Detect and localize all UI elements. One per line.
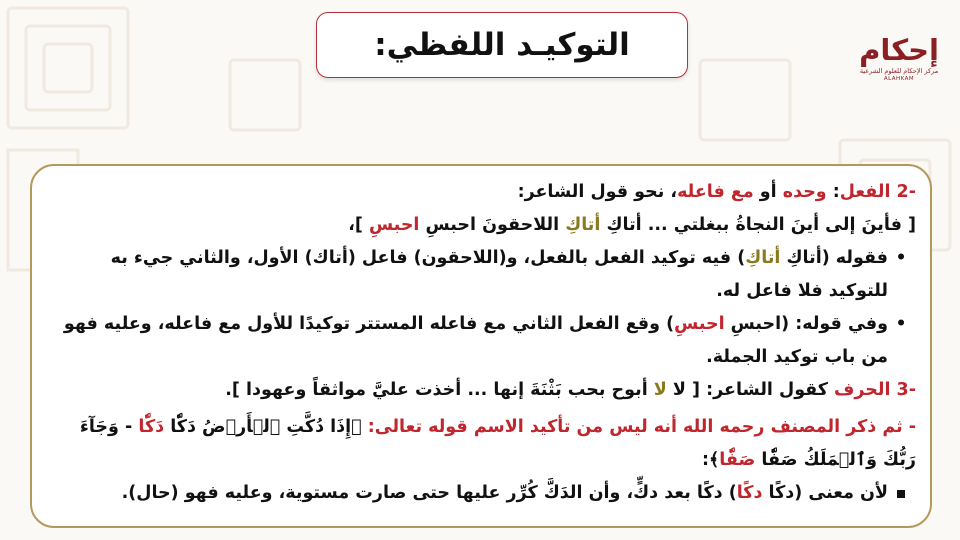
bullet-text-pre: فقوله (أتاكِ <box>780 248 888 268</box>
verse-open: [ فأينَ إلى أينَ النجاةُ ببغلتي ... أتاكِ <box>600 215 916 235</box>
brand-logo <box>848 26 950 100</box>
logo-subtitle: مركز الإحكام للعلوم الشرعية <box>859 67 939 75</box>
section-term: الفعل <box>839 182 891 202</box>
bullet-item <box>46 308 914 374</box>
verse-ihbis: احبسِ <box>368 215 420 235</box>
colon: : <box>826 182 840 202</box>
connector-or: أو <box>753 182 783 202</box>
bullet-text-post: ) وقع الفعل الثاني مع فاعله المستتر توكيدًا للأول مع فاعله، وعليه فهو <box>63 314 675 334</box>
section-number: -3 <box>896 380 916 400</box>
bullet-line-cont: من باب توكيد الجملة. <box>706 347 888 367</box>
heading-rest: ، نحو قول الشاعر: <box>517 182 678 202</box>
term-alone: وحده <box>782 182 827 202</box>
logo-wordmark: إحكام <box>859 33 939 67</box>
quran-verse-part2: رَبُّكَ وَٱلۡمَلَكُ صَفّٗا <box>755 450 916 470</box>
author-note <box>46 411 916 444</box>
quran-verse-close: ﴾: <box>701 450 720 470</box>
particle-highlight-la: لا <box>653 380 667 400</box>
logo-subtitle-small: ALAHKAM <box>883 76 915 82</box>
bullet-line <box>46 477 888 510</box>
verse-atak: أتاكِ <box>565 215 601 235</box>
section-number: -2 <box>896 182 916 202</box>
bullet-text-post: ) فيه توكيد الفعل بالفعل، و(اللاحقون) فاعل (أتاك) الأول، والثاني جيء به <box>110 248 746 268</box>
note-text: ثم ذكر المصنف رحمه الله أنه ليس من تأكيد الاسم قوله تعالى: <box>367 417 903 437</box>
term-with-subject: مع فاعله <box>677 182 754 202</box>
bullet-highlight-atak: أتاكِ <box>745 248 781 268</box>
particle-text-post: أبوح بحب بَثْنَةَ إنها ... أخذت عليَّ مواثقاً وعهودا ]. <box>225 380 654 400</box>
quran-highlight-dakka: دَكّٗا <box>138 417 165 437</box>
slide-title: التوكيـد اللفظي: <box>374 27 630 63</box>
section-verb-heading <box>46 176 916 209</box>
bullet-icon: • <box>895 314 907 334</box>
bullet-text-pre: لأن معنى (دكًا <box>762 483 888 503</box>
quran-highlight-saffa: صَفّٗا <box>719 450 756 470</box>
verse-mid: اللاحقونَ احبسِ <box>419 215 566 235</box>
quran-verse-tail: - وَجَآءَ <box>79 417 139 437</box>
bullet-line <box>46 308 888 341</box>
quran-verse-line2 <box>46 444 916 477</box>
bullet-text-pre: وفي قوله: (احبسِ <box>724 314 888 334</box>
bullet-item-square <box>46 477 914 510</box>
note-dash: - <box>902 417 916 437</box>
bullet-icon: • <box>895 248 907 268</box>
square-bullet-icon <box>888 477 914 510</box>
bullet-item <box>46 242 914 308</box>
poem-verse-1 <box>46 209 916 242</box>
quran-verse-part1: ﴿إِذَا دُكَّتِ ٱلۡأَرۡضُ دَكّٗا <box>164 417 368 437</box>
verse-close: ]، <box>348 215 369 235</box>
bullet-line <box>46 242 888 275</box>
bullet-highlight-dakka: دكًا <box>736 483 763 503</box>
bullet-text-post: ) دكًا بعد دكٍّ، وأن الدَكَّ كُرِّر عليها حتى صارت مستوية، وعليه فهو (حال). <box>121 483 737 503</box>
section-term: الحرف <box>834 380 891 400</box>
slide-title-box <box>316 12 688 78</box>
particle-text-pre: كقول الشاعر: [ لا <box>666 380 835 400</box>
section-particle-heading <box>46 374 916 407</box>
content-panel <box>30 164 932 528</box>
bullet-line-cont: للتوكيد فلا فاعل له. <box>716 281 888 301</box>
bullet-highlight-ihbis: احبسِ <box>674 314 725 334</box>
